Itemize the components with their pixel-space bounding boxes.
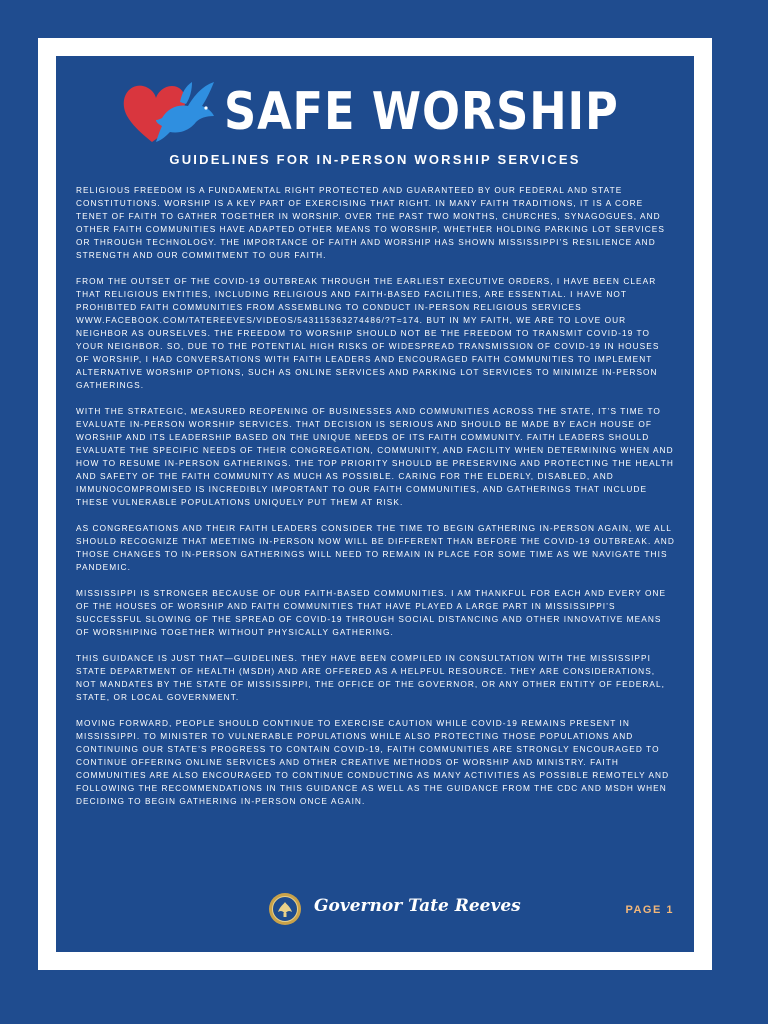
page-title: SAFE WORSHIP (223, 82, 619, 142)
document-header (56, 78, 694, 146)
paragraph: RELIGIOUS FREEDOM IS A FUNDAMENTAL RIGHT PROTECTED AND GUARANTEED BY OUR FEDERAL AND STATE CONSTITUTIONS. WORSHIP IS A KEY PART OF EXERCISING THAT RIGHT. IN MANY FAITH TRADITIONS, IT IS A CORE TENET OF FAITH TO GATHER TOGETHER IN WORSHIP. OVER THE PAST TWO MONTHS, CHURCHES, SYNAGOGUES, AND OTHER FAITH COMMUNITIES HAVE ADAPTED OTHER MEANS TO WORSHIP, WHETHER HOLDING PARKING LOT SERVICES OR THROUGH TECHNOLOGY. THE IMPORTANCE OF FAITH AND WORSHIP HAS SHOWN MISSISSIPPI’S RESILIENCE AND STRENGTH AND OUR COMMITMENT TO OUR FAITH. (76, 185, 665, 260)
paragraph: MOVING FORWARD, PEOPLE SHOULD CONTINUE TO EXERCISE CAUTION WHILE COVID-19 REMAINS PRESENT IN MISSISSIPPI. TO MINISTER TO VULNERABLE POPULATIONS WHILE ALSO PROTECTING THOSE POPULATIONS AND CONTINUING OUR STATE’S PROGRESS TO CONTAIN COVID-19, FAITH COMMUNITIES ARE STRONGLY ENCOURAGED TO CONTINUE OFFERING ONLINE SERVICES AND OTHER CREATIVE METHODS OF WORSHIP AND MINISTRY. FAITH COMMUNITIES ARE ALSO ENCOURAGED TO CONTINUE CONDUCTING AS MANY ACTIVITIES AS POSSIBLE REMOTELY AND FOLLOWING THE RECOMMENDATIONS IN THIS GUIDANCE AS WELL AS THE GUIDANCE FROM THE CDC AND MSDH WHEN DECIDING TO BEGIN GATHERING IN-PERSON ONCE AGAIN. (76, 718, 670, 806)
document-footer (56, 892, 694, 932)
paragraph: MISSISSIPPI IS STRONGER BECAUSE OF OUR FAITH-BASED COMMUNITIES. I AM THANKFUL FOR EACH AND EVERY ONE OF THE HOUSES OF WORSHIP AND FAITH COMMUNITIES THAT HAVE PLAYED A LARGE PART IN MISSISSIPPI’S SUCCESSFUL SLOWING OF THE SPREAD OF COVID-19 THROUGH SOCIAL DISTANCING AND OTHER INNOVATIVE MEANS OF WORSHIPING TOGETHER WITHOUT PHYSICALLY GATHERING. (76, 588, 667, 637)
page-frame (38, 38, 712, 970)
governor-signature: Governor Tate Reeves (314, 896, 521, 916)
page-number: PAGE 1 (625, 904, 674, 916)
body-text (76, 184, 676, 821)
state-seal-icon (268, 892, 302, 926)
page-subtitle: GUIDELINES FOR IN-PERSON WORSHIP SERVICES (169, 152, 581, 167)
paragraph: THIS GUIDANCE IS JUST THAT—GUIDELINES. THEY HAVE BEEN COMPILED IN CONSULTATION WITH THE MISSISSIPPI STATE DEPARTMENT OF HEALTH (MSDH) AND ARE OFFERED AS A HELPFUL RESOURCE. THEY ARE CONSIDERATIONS, NOT MANDATES BY THE STATE OF MISSISSIPPI, THE OFFICE OF THE GOVERNOR, OR ANY OTHER ENTITY OF FEDERAL, STATE, OR LOCAL GOVERNMENT. (76, 653, 666, 702)
paragraph: FROM THE OUTSET OF THE COVID-19 OUTBREAK THROUGH THE EARLIEST EXECUTIVE ORDERS, I HAVE BEEN CLEAR THAT RELIGIOUS ENTITIES, INCLUDING RELIGIOUS AND FAITH-BASED FACILITIES, ARE ESSENTIAL. I HAVE NOT PROHIBITED FAITH COMMUNITIES FROM ASSEMBLING TO CONDUCT IN-PERSON RELIGIOUS SERVICES WWW.FACEBOOK.COM/TATEREEVES/VIDEOS/543115363274486/?T=174. BUT IN MY FAITH, WE ARE TO LOVE OUR NEIGHBOR AS OURSELVES. THE FREEDOM TO WORSHIP SHOULD NOT BE THE FREEDOM TO TRANSMIT COVID-19 TO YOUR NEIGHBOR. SO, DUE TO THE POTENTIAL HIGH RISKS OF WIDESPREAD TRANSMISSION OF COVID-19 IN HOUSES OF WORSHIP, I HAD CONVERSATIONS WITH FAITH LEADERS AND ENCOURAGED FAITH COMMUNITIES TO IMPLEMENT ALTERNATIVE WORSHIP OPTIONS, SUCH AS ONLINE SERVICES AND PARKING LOT SERVICES TO MINIMIZE IN-PERSON GATHERINGS. (76, 276, 660, 390)
heart-dove-icon (122, 78, 218, 146)
paragraph: WITH THE STRATEGIC, MEASURED REOPENING OF BUSINESSES AND COMMUNITIES ACROSS THE STATE, IT’S TIME TO EVALUATE IN-PERSON WORSHIP SERVICES. THAT DECISION IS SERIOUS AND SHOULD BE MADE BY EACH HOUSE OF WORSHIP AND ITS LEADERSHIP BASED ON THE UNIQUE NEEDS OF ITS FAITH COMMUNITY. FAITH LEADERS SHOULD EVALUATE THE SPECIFIC NEEDS OF THEIR CONGREGATION, COMMUNITY, AND FACILITY WHEN DETERMINING WHEN AND HOW TO RESUME IN-PERSON GATHERINGS. THE TOP PRIORITY SHOULD BE PRESERVING AND PROTECTING THE HEALTH AND SAFETY OF THE FAITH COMMUNITY AS MUCH AS POSSIBLE. CARING FOR THE ELDERLY, DISABLED, AND IMMUNOCOMPROMISED IS INCREDIBLY IMPORTANT TO OUR FAITH COMMUNITIES, AND GATHERINGS THAT INCLUDE THESE VULNERABLE POPULATIONS UNIQUELY PUT THEM AT RISK. (76, 406, 674, 507)
paragraph: AS CONGREGATIONS AND THEIR FAITH LEADERS CONSIDER THE TIME TO BEGIN GATHERING IN-PERSON AGAIN, WE ALL SHOULD RECOGNIZE THAT MEETING IN-PERSON NOW WILL BE DIFFERENT THAN BEFORE THE COVID-19 OUTBREAK. AND THOSE CHANGES TO IN-PERSON GATHERINGS WILL NEED TO REMAIN IN PLACE FOR SOME TIME AS WE NAVIGATE THIS PANDEMIC. (76, 523, 675, 572)
document-panel (56, 56, 694, 952)
